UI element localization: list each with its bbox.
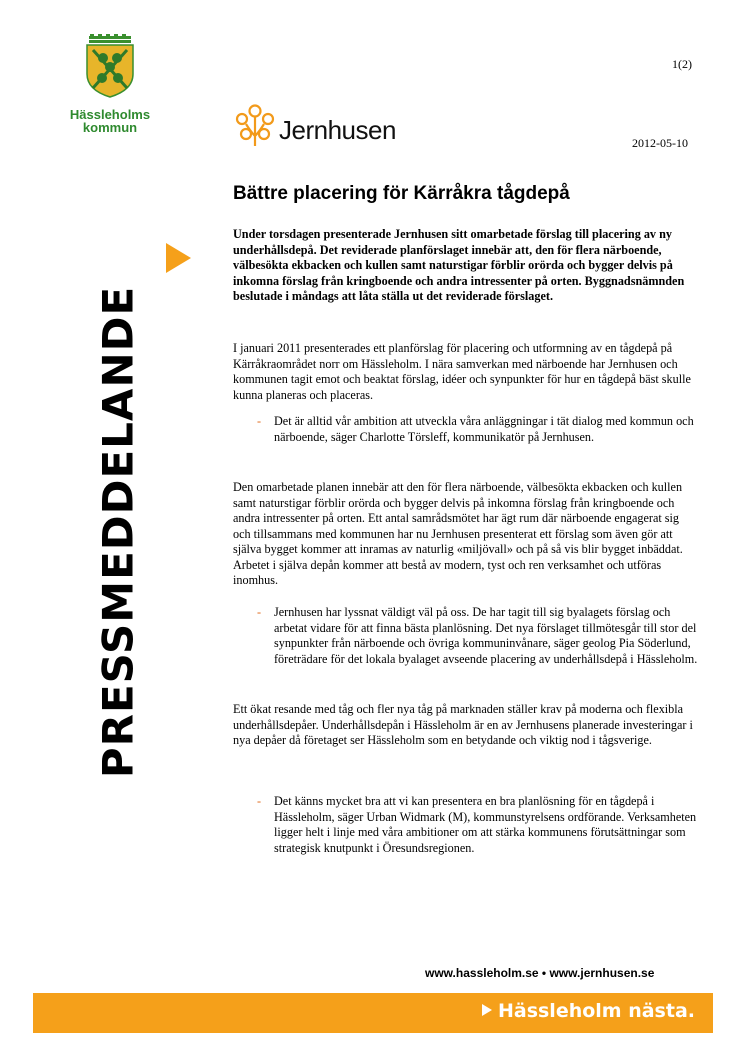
footer-links: www.hassleholm.se • www.jernhusen.se	[425, 966, 655, 980]
hassleholm-logo	[62, 34, 158, 134]
footer-bar	[33, 993, 713, 1033]
page-number: 1(2)	[672, 57, 692, 71]
coat-of-arms-icon	[81, 34, 139, 98]
paragraph-1: I januari 2011 presenterades ett planförslag för placering och utformning av en tågdepå på Kärråkraområdet norr om Hässleholm. I nära samverkan med närboende har Jernhusen och kommunen tagit emot och beaktat förslag, idéer och synpunkter för hur en tågdepå bäst skulle kunna planeras och placeras.	[233, 341, 691, 402]
quote-3-text: Det känns mycket bra att vi kan presentera en bra planlösning för en tågdepå i Hässleholm, säger Urban Widmark (M), kommunstyrelsens ordförande. Verksamheten ligger helt i linje med våra ambitioner om att stärka kommunens förutsättningar som strategisk knutpunkt i Öresundsregionen.	[274, 794, 697, 855]
paragraph-3: Ett ökat resande med tåg och fler nya tåg på marknaden ställer krav på moderna och flexibla underhållsdepåer. Underhållsdepån i Hässleholm är en av Jernhusens planerade investeringar i nya depåer då företaget ser Hässleholm som en betydande och viktig nod i tågsverige.	[233, 702, 693, 747]
quote-1-text: Det är alltid vår ambition att utveckla våra anläggningar i tät dialog med kommun och närboende, säger Charlotte Törsleff, kommunikatör på Jernhusen.	[274, 414, 694, 444]
quote-dash: -	[257, 794, 262, 808]
headline: Bättre placering för Kärråkra tågdepå	[233, 183, 570, 204]
jernhusen-logo	[233, 104, 433, 148]
quote-2	[257, 605, 699, 667]
jernhusen-flower-icon	[233, 104, 277, 148]
lead-paragraph: Under torsdagen presenterade Jernhusen sitt omarbetade förslag till placering av ny underhållsdepå. Det reviderade planförslaget innebär att, den för flera närboende, välbesökta ekbacken och kullen samt naturstigar förblir orörda och bygger delvis på inkomna förslag från kringboende och andra intressenter på orten. Byggnadsnämnden beslutade i måndags att låta ställa ut det reviderade förslaget.	[233, 227, 685, 303]
quote-1	[257, 414, 699, 445]
quote-dash: -	[257, 414, 262, 428]
municipality-name-line2: kommun	[82, 120, 138, 135]
quote-3	[257, 794, 699, 856]
municipality-name-line1: Hässleholms	[69, 107, 151, 122]
publication-date: 2012-05-10	[632, 136, 688, 150]
quote-2-text: Jernhusen har lyssnat väldigt väl på oss. De har tagit till sig byalagets förslag och arbetat vidare för att finna bästa planlösning. Det nya förslaget tillmötesgår till stor del synpunkter från närboende och övriga kommuninvånare, säger geolog Pia Söderlund, företrädare för det lokala byalaget avseende placering av underhållsdepå i Hässleholm.	[274, 605, 698, 666]
slogan-arrow-icon	[482, 1004, 492, 1016]
side-label-text: PRESSMEDDELANDE	[93, 285, 143, 779]
slogan-text: Hässleholm nästa.	[497, 1000, 695, 1022]
paragraph-2: Den omarbetade planen innebär att den för flera närboende, välbesökta ekbacken och kullen samt naturstigar förblir orörda och bygger delvis på inkomna förslag från kringboende och andra intressenter på orten. Ett antal samrådsmötet har ägt rum där närboende engagerat sig och tillsammans med kommunen har nu Jernhusen presenterat ett förslag som även gör att själva bygget kommer att inramas av naturlig «miljövall» och på så vis blir bygget inbäddat. Arbetet i själva depån kommer att bestå av modern, tyst och ren verksamhet och utföras inomhus.	[233, 480, 683, 587]
company-name: Jernhusen	[279, 115, 396, 145]
orange-arrow-icon	[166, 243, 191, 273]
slogan	[482, 1000, 695, 1022]
quote-dash: -	[257, 605, 262, 619]
